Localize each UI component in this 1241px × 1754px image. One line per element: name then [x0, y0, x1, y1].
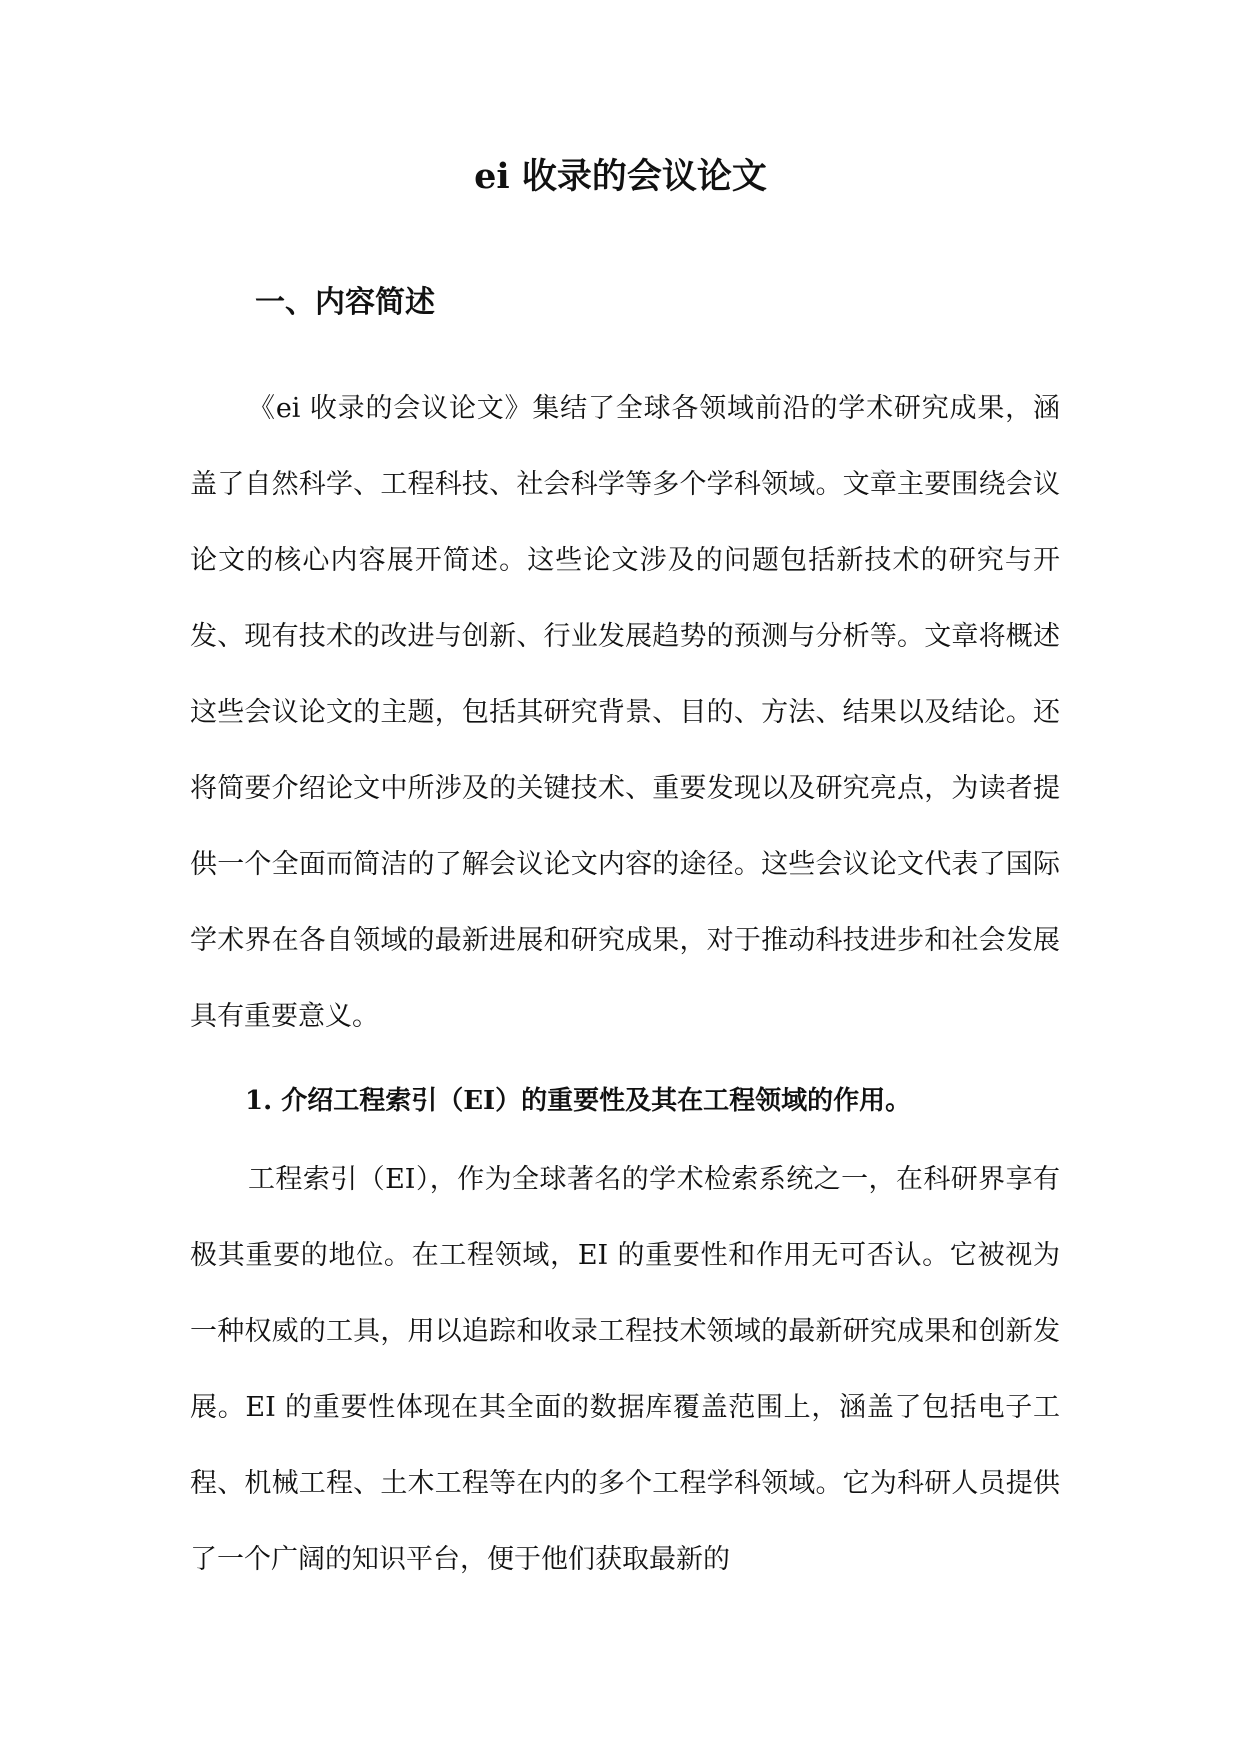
subsection-heading-ei-importance: 1. 介绍工程索引（EI）的重要性及其在工程领域的作用。: [245, 1086, 912, 1116]
section-heading-overview: 一、内容简述: [255, 285, 435, 320]
document-title: ei 收录的会议论文: [474, 156, 767, 197]
ei-importance-paragraph: 工程索引（EI），作为全球著名的学术检索系统之一，在科研界享有极其重要的地位。在工程领域，EI 的重要性和作用无可否认。它被视为一种权威的工具，用以追踪和收录工程技术领域的最新研究成果和创新发展。EI 的重要性体现在其全面的数据库覆盖范围上，涵盖了包括电子工程、机械工程、土木工程等在内的多个工程学科领域。它为科研人员提供了一个广阔的知识平台，便于他们获取最新的: [190, 1164, 1060, 1575]
overview-paragraph: 《ei 收录的会议论文》集结了全球各领域前沿的学术研究成果，涵盖了自然科学、工程科技、社会科学等多个学科领域。文章主要围绕会议论文的核心内容展开简述。这些论文涉及的问题包括新技术的研究与开发、现有技术的改进与创新、行业发展趋势的预测与分析等。文章将概述这些会议论文的主题，包括其研究背景、目的、方法、结果以及结论。还将简要介绍论文中所涉及的关键技术、重要发现以及研究亮点，为读者提供一个全面而简洁的了解会议论文内容的途径。这些会议论文代表了国际学术界在各自领域的最新进展和研究成果，对于推动科技进步和社会发展具有重要意义。: [190, 393, 1060, 1032]
